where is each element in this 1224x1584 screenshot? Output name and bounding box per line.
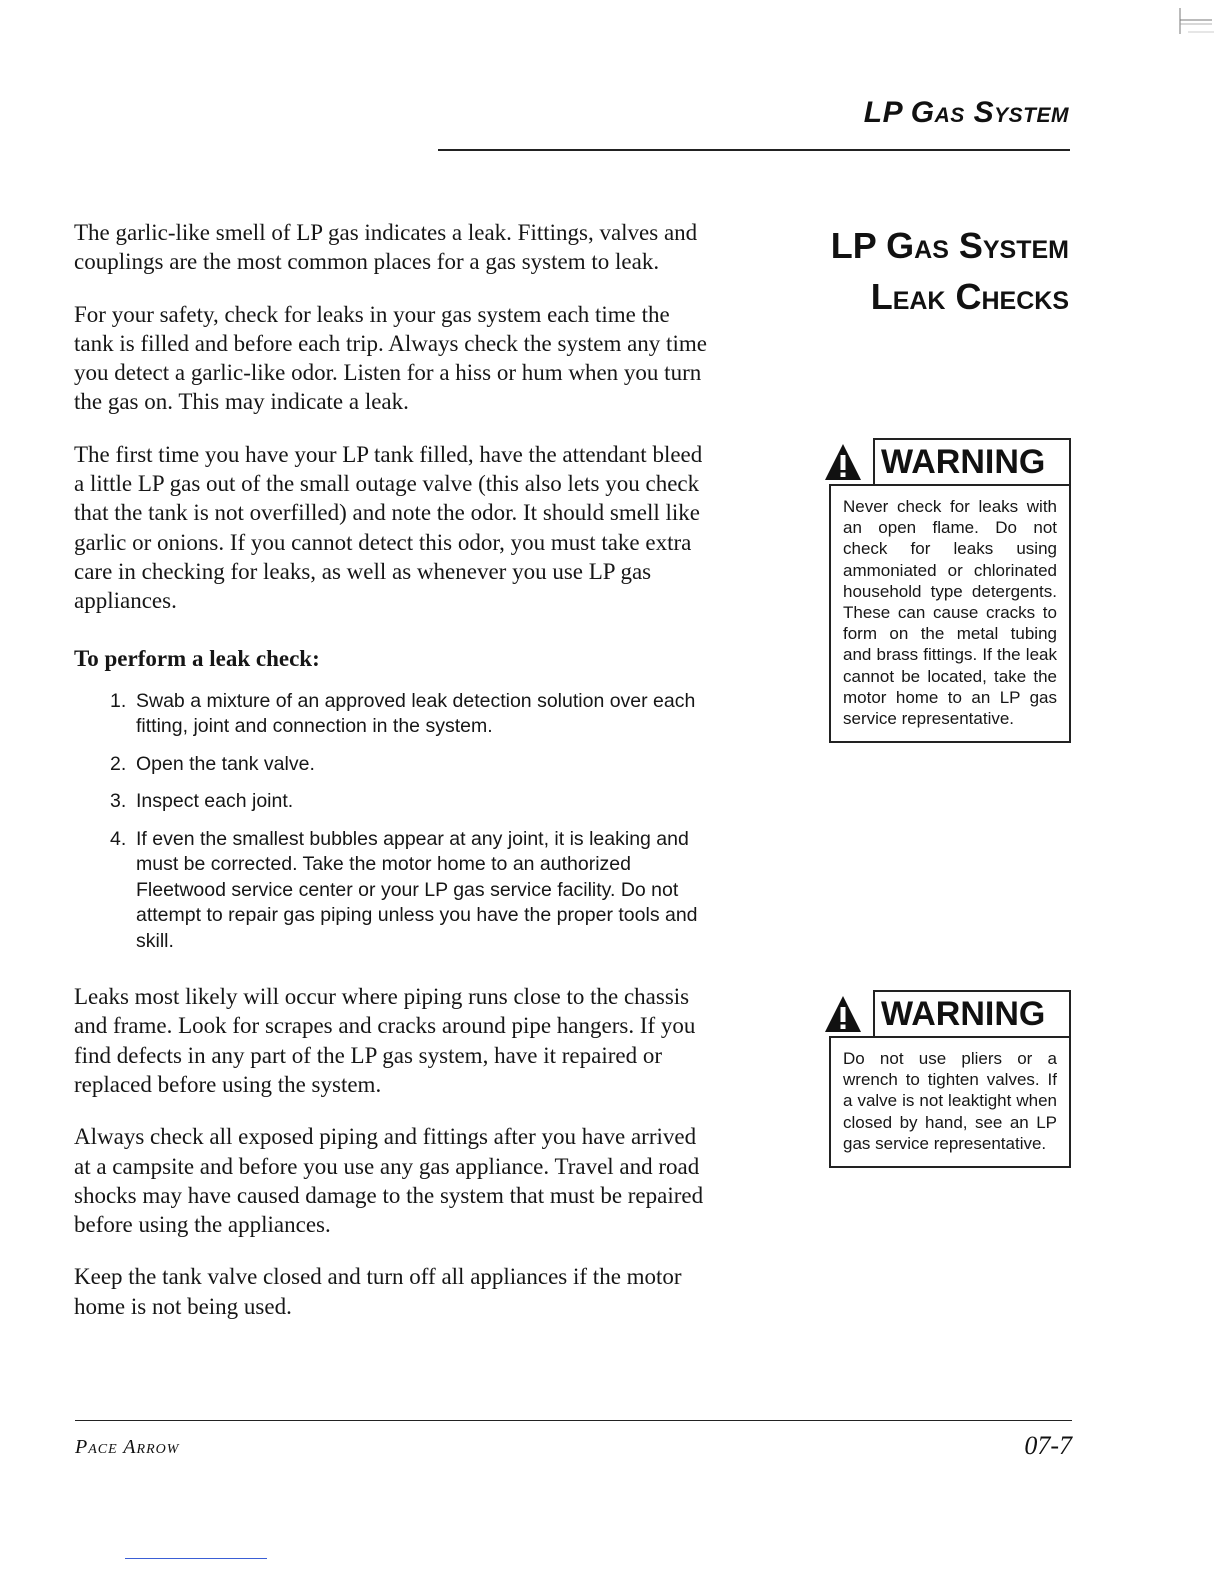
- warning-text: Do not use pliers or a wrench to tighten valves. If a valve is not leaktight when closed by hand, see an LP gas service representative.: [829, 1036, 1071, 1168]
- body-paragraph-first-fill: The first time you have your LP tank filled, have the attendant bleed a little LP gas out of the small outage valve (this also lets you check that the tank is not overfilled) and note the odor. It should smell like garlic or onions. If you cannot detect this odor, you must take extra care in checking for leaks, as well as whenever you use LP gas appliances.: [74, 441, 703, 614]
- footer-page-number: 07-7: [1024, 1431, 1072, 1460]
- warning-label: WARNING: [873, 438, 1071, 484]
- body-paragraph-intro: The garlic-like smell of LP gas indicates a leak. Fittings, valves and couplings are the most common places for a gas system to leak.: [74, 220, 698, 275]
- warning-box-open-flame: [829, 438, 1071, 743]
- step-number: 1.: [110, 689, 127, 712]
- procedure-heading: To perform a leak check:: [74, 645, 320, 671]
- footer-rule: [75, 1420, 1072, 1421]
- warning-label: WARNING: [873, 990, 1071, 1036]
- body-paragraph-campsite-check: Always check all exposed piping and fittings after you have arrived at a campsite and before you use any gas appliance. Travel and road shocks may have caused damage to the system that must be repaired before using the appliances.: [74, 1124, 704, 1238]
- step-number: 4.: [110, 827, 127, 850]
- step-item: [74, 752, 714, 778]
- step-text: If even the smallest bubbles appear at any joint, it is leaking and must be corrected. Take the motor home to an authorized Fleetwood service center or your LP gas service facility. Do not attempt to repair gas piping unless you have the proper tools and skill.: [136, 827, 698, 952]
- body-paragraph-leak-locations: Leaks most likely will occur where piping runs close to the chassis and frame. Look for scrapes and cracks around pipe hangers. If you find defects in any part of the LP gas system, have it repaired or replaced before using the system.: [74, 984, 696, 1097]
- warning-header: [829, 990, 1071, 1036]
- section-title: [831, 220, 1069, 322]
- main-column: [74, 218, 714, 1344]
- warning-triangle-icon: [823, 994, 863, 1034]
- warning-box-pliers: [829, 990, 1071, 1168]
- warning-header: [829, 438, 1071, 484]
- step-text: Inspect each joint.: [136, 790, 294, 813]
- footer-manual-name: Pace Arrow: [75, 1436, 180, 1458]
- warning-triangle-icon: [823, 442, 863, 482]
- body-paragraph-safety: For your safety, check for leaks in your gas system each time the tank is filled and before each trip. Always check the system any time you detect a garlic-like odor. Listen for a hiss or hum when you turn the gas on. This may indicate a leak.: [74, 301, 707, 415]
- step-text: Swab a mixture of an approved leak detection solution over each fitting, joint and connection in the system.: [136, 689, 696, 738]
- step-item: [74, 689, 714, 740]
- warning-text: Never check for leaks with an open flame. Do not check for leaks using ammoniated or chlorinated household type detergents. These can cause cracks to form on the metal tubing and brass fittings. If the leak cannot be located, take the motor home to an LP gas service representative.: [829, 484, 1071, 743]
- section-title-line-2: Leak Checks: [870, 276, 1069, 317]
- header-rule: [438, 149, 1070, 151]
- scan-mark-decoration: [1178, 8, 1218, 38]
- scan-edge-line: [125, 1558, 267, 1559]
- body-paragraph-tank-closed: Keep the tank valve closed and turn off all appliances if the motor home is not being used.: [74, 1264, 682, 1319]
- step-text: Open the tank valve.: [136, 752, 315, 775]
- procedure-steps: [74, 689, 714, 955]
- section-title-line-1: LP Gas System: [830, 225, 1069, 266]
- step-number: 2.: [110, 752, 127, 775]
- running-header-title: LP Gas System: [863, 96, 1069, 129]
- step-number: 3.: [110, 790, 127, 813]
- step-item: [74, 789, 714, 815]
- step-item: [74, 827, 714, 955]
